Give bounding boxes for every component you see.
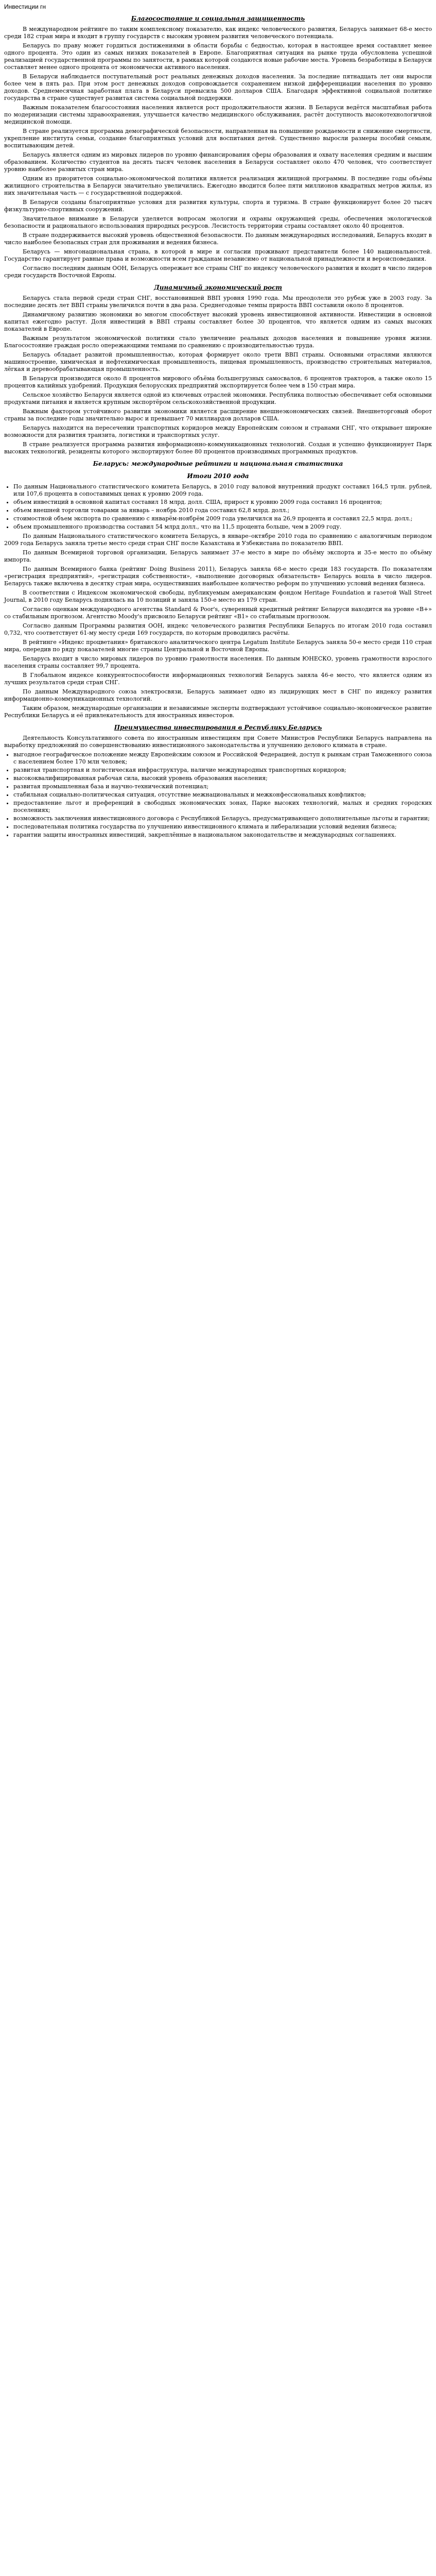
section-title: Динамичный экономический рост: [154, 284, 282, 291]
section-title: Благосостояние и социальная защищенность: [131, 15, 305, 22]
list-item: • объем внешней торговли товарами за январь – ноябрь 2010 года составил 62,8 млрд. долл.;: [13, 507, 432, 514]
section: [4, 460, 432, 468]
paragraph: Беларусь — многонациональная страна, в которой в мире и согласии проживают представители более 140 национальностей. Государство гарантирует равные права и возможности всем гражданам независимо от национальной принадлежности и вероисповедания.: [4, 248, 432, 262]
paragraph: Таким образом, международные организации и независимые эксперты подтверждают устойчивое социально-экономическое развитие Республики Беларусь и её привлекательность для иностранных инвесторов.: [4, 705, 432, 719]
paragraph: По данным Международного союза электросвязи, Беларусь занимает одно из лидирующих мест в СНГ по индексу развития информационно-коммуникационных технологий.: [4, 688, 432, 702]
list-item: • возможность заключения инвестиционного договора с Республикой Беларусь, предусматривающего дополнительные льготы и гарантии;: [13, 815, 432, 822]
list-item: • развитая промышленная база и научно-технический потенциал;: [13, 783, 432, 790]
section-title: Беларусь: международные рейтинги и национальная статистика: [93, 460, 343, 467]
paragraph: В международном рейтинге по таким комплексному показателю, как индекс человеческого развития, Беларусь занимает 68-е место среди 182 стран мира и входит в группу государств с высоким уровнем развития человеческого потенциала.: [4, 26, 432, 40]
paragraph: В соответствии с Индексом экономической свободы, публикуемым американским фондом Heritage Foundation и газетой Wall Street Journal, в 2010 году Беларусь поднялась на 10 позиций и заняла 150-е место из 179 стран.: [4, 589, 432, 603]
bullet-list: [4, 483, 432, 531]
paragraph: В Беларуси созданы благоприятные условия для развития культуры, спорта и туризма. В стране функционирует более 20 тысяч физкультурно-спортивных сооружений.: [4, 199, 432, 213]
breadcrumb[interactable]: Инвестиции гн: [4, 3, 46, 10]
paragraph: Важным фактором устойчивого развития экономики является расширение внешнеэкономических связей. Внешнеторговый оборот страны за последние годы значительно вырос и превышает 70 миллиардов долларов США.: [4, 408, 432, 422]
list-item: • высококвалифицированная рабочая сила, высокий уровень образования населения;: [13, 775, 432, 782]
paragraph: В Беларуси производится около 8 процентов мирового объёма большегрузных самосвалов, 6 процентов тракторов, а также около 15 процентов калийных удобрений. Продукция белорусских предприятий экспортируется более чем в 150 стран мира.: [4, 375, 432, 389]
section: [4, 14, 432, 279]
paragraph: Одним из приоритетов социально-экономической политики является реализация жилищной программы. В последние годы объёмы жилищного строительства в Беларуси значительно увеличились. Ежегодно вводится более пяти миллионов квадратных метров жилья, из них значительная часть — с государственной поддержкой.: [4, 175, 432, 196]
document-body: [4, 14, 432, 839]
list-item: • последовательная политика государства по улучшению инвестиционного климата и либерализации условий ведения бизнеса;: [13, 823, 432, 831]
list-item: • развитая транспортная и логистическая инфраструктура, наличие международных транспортных коридоров;: [13, 767, 432, 774]
paragraph: В стране поддерживается высокий уровень общественной безопасности. По данным международных исследований, Беларусь входит в число наиболее безопасных стран для проживания и ведения бизнеса.: [4, 232, 432, 246]
list-item: • предоставление льгот и преференций в свободных экономических зонах, Парке высоких технологий, малых и средних городских поселениях;: [13, 800, 432, 814]
paragraph: По данным Всемирной торговой организации, Беларусь занимает 37-е место в мире по объёму экспорта и 35-е место по объёму импорта.: [4, 549, 432, 563]
paragraph: Беларусь по праву может гордиться достижениями в области борьбы с бедностью, которая в настоящее время составляет менее одного процента. Это один из самых низких показателей в Европе. Благоприятная ситуация на рынке труда обусловлена успешной реализацией государственной программы по занятости, в рамках которой создаются новые рабочие места. Уровень безработицы в Беларуси составляет менее одного процента от экономически активного населения.: [4, 42, 432, 71]
paragraph: Важным показателем благосостояния населения является рост продолжительности жизни. В Беларуси ведётся масштабная работа по модернизации системы здравоохранения, улучшается качество медицинского обслуживания, растёт доступность высокотехнологичной медицинской помощи.: [4, 104, 432, 125]
section: [4, 723, 432, 839]
section: [4, 472, 432, 719]
paragraph: В Беларуси наблюдается поступательный рост реальных денежных доходов населения. За последние пятнадцать лет они выросли более чем в пять раз. При этом рост денежных доходов сопровождается сохранением низкой дифференциации населения по уровню доходов. Среднемесячная заработная плата в Беларуси превысила 500 долларов США. Благодаря эффективной социальной политике государства в стране существует развитая система социальной поддержки.: [4, 73, 432, 101]
list-item: • объем промышленного производства составил 54 млрд долл., что на 11,5 процента больше, чем в 2009 году.: [13, 523, 432, 531]
list-item: • выгодное географическое положение между Европейским союзом и Российской Федерацией, доступ к рынкам стран Таможенного союза с населением более 170 млн человек;: [13, 751, 432, 766]
paragraph: Беларусь обладает развитой промышленностью, которая формирует около трети ВВП страны. Основными отраслями являются машиностроение, химическая и нефтехимическая промышленность, пищевая промышленность, производство строительных материалов, лёгкая и деревообрабатывающая промышленность.: [4, 351, 432, 372]
list-item: • стоимостной объем экспорта по сравнению с январём-ноябрём 2009 года увеличился на 26,9 процента и составил 22,5 млрд. долл.;: [13, 515, 432, 522]
paragraph: Согласно данным Программы развития ООН, индекс человеческого развития Республики Беларусь по итогам 2010 года составил 0,732, что соответствует 61-му месту среди 169 государств, по которым проводились расчёты.: [4, 622, 432, 636]
paragraph: Беларусь входит в число мировых лидеров по уровню грамотности населения. По данным ЮНЕСКО, уровень грамотности взрослого населения страны составляет 99,7 процента.: [4, 655, 432, 669]
paragraph: В стране реализуется программа демографической безопасности, направленная на повышение рождаемости и снижение смертности, укрепление института семьи, создание благоприятных условий для воспитания детей. Существенно выросли размеры пособий семьям, воспитывающим детей.: [4, 128, 432, 149]
paragraph: По данным Национального статистического комитета Беларусь, в январе–октябре 2010 года по сравнению с аналогичным периодом 2009 года Беларусь заняла третье место среди стран СНГ после Казахстана и Узбекистана по показателю ВВП.: [4, 533, 432, 547]
bullet-list: [4, 751, 432, 839]
list-item: • По данным Национального статистического комитета Беларусь, в 2010 году валовой внутренний продукт составил 164,5 трлн. рублей, или 107,6 процента в сопоставимых ценах к уровню 2009 года.: [13, 483, 432, 498]
section-title: Итоги 2010 года: [187, 472, 249, 480]
paragraph: По данным Всемирного банка (рейтинг Doing Business 2011), Беларусь заняла 68-е место среди 183 государств. По показателям «регистрация предприятий», «регистрация собственности», «выполнение договорных обязательств» Беларусь вошла в число лидеров. Беларусь также включена в десятку стран мира, осуществивших наибольшее количество реформ по улучшению условий ведения бизнеса.: [4, 566, 432, 587]
paragraph: Динамичному развитию экономики во многом способствует высокий уровень инвестиционной активности. Инвестиции в основной капитал ежегодно растут. Доля инвестиций в ВВП страны составляет более 30 процентов, что является одним из самых высоких показателей в Европе.: [4, 311, 432, 332]
paragraph: В Глобальном индексе конкурентоспособности информационных технологий Беларусь заняла 46-е место, что является одним из лучших результатов среди стран СНГ.: [4, 672, 432, 686]
paragraph: В стране реализуется программа развития информационно-коммуникационных технологий. Создан и успешно функционирует Парк высоких технологий, резиденты которого экспортируют более 80 процентов производимых программных продуктов.: [4, 441, 432, 455]
section-title: Преимущества инвестирования в Республику Беларусь: [114, 724, 322, 731]
list-item: • гарантии защиты иностранных инвестиций, закреплённые в национальном законодательстве и международных соглашениях.: [13, 832, 432, 839]
paragraph: Согласно последним данным ООН, Беларусь опережает все страны СНГ по индексу человеческого развития и входит в число лидеров среди государств Восточной Европы.: [4, 265, 432, 279]
list-item: • объем инвестиций в основной капитал составил 18 млрд. долл. США, прирост к уровню 2009 года составил 16 процентов;: [13, 499, 432, 506]
list-item: • стабильная социально-политическая ситуация, отсутствие межнациональных и межконфессиональных конфликтов;: [13, 791, 432, 799]
paragraph: Согласно оценкам международного агентства Standard & Poor's, суверенный кредитный рейтинг Беларуси находится на уровне «B+» со стабильным прогнозом. Агентство Moody's присвоило Беларуси рейтинг «B1» со стабильным прогнозом.: [4, 606, 432, 620]
paragraph: Сельское хозяйство Беларуси является одной из ключевых отраслей экономики. Республика полностью обеспечивает себя основными продуктами питания и является крупным экспортёром сельскохозяйственной продукции.: [4, 392, 432, 405]
paragraph: Беларусь находится на пересечении транспортных коридоров между Европейским союзом и странами СНГ, что открывает широкие возможности для развития транзита, логистики и транспортных услуг.: [4, 425, 432, 438]
section: [4, 283, 432, 455]
paragraph: Беларусь является одним из мировых лидеров по уровню финансирования сферы образования и охвату населения средним и высшим образованием. Количество студентов на десять тысяч человек населения в Беларуси составляет около 470 человек, что соответствует уровню наиболее развитых стран мира.: [4, 151, 432, 173]
paragraph: Важным результатом экономической политики стало увеличение реальных доходов населения и повышение уровня жизни. Благосостояние граждан росло опережающими темпами по сравнению с производительностью труда.: [4, 335, 432, 349]
paragraph: Значительное внимание в Беларуси уделяется вопросам экологии и охраны окружающей среды, обеспечения экологической безопасности и рационального использования природных ресурсов. Лесистость территории страны составляет около 40 процентов.: [4, 215, 432, 229]
paragraph: В рейтинге «Индекс процветания» британского аналитического центра Legatum Institute Беларусь заняла 50-е место среди 110 стран мира, опередив по ряду показателей многие страны Центральной и Восточной Европы.: [4, 639, 432, 653]
paragraph: Беларусь стала первой среди стран СНГ, восстановившей ВВП уровня 1990 года. Мы преодолели это рубеж уже в 2003 году. За последние десять лет ВВП страны увеличился почти в два раза. Среднегодовые темпы прироста ВВП составили около 8 процентов.: [4, 295, 432, 309]
paragraph: Деятельность Консультативного совета по иностранным инвестициям при Совете Министров Республики Беларусь направлена на выработку предложений по совершенствованию инвестиционного законодательства и улучшению делового климата в стране.: [4, 735, 432, 749]
